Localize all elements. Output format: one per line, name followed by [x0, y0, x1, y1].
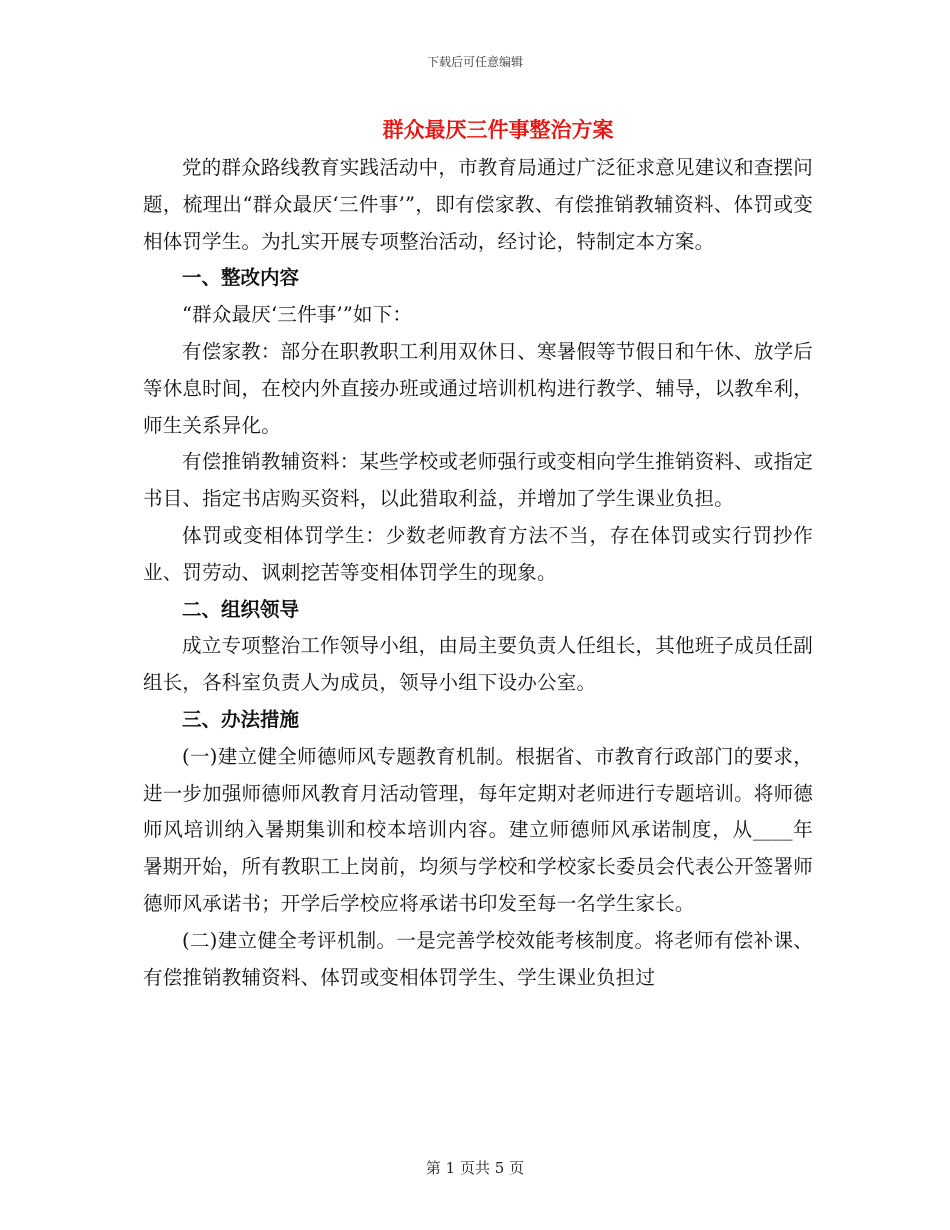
paragraph-paid-tutoring: 有偿家教：部分在职教职工利用双休日、寒暑假等节假日和午休、放学后等休息时间，在校内外直接办班或通过培训机构进行教学、辅导，以教牟利，师生关系异化。	[143, 339, 813, 437]
document-body	[143, 113, 813, 996]
section-heading-2: 二、组织领导	[182, 597, 300, 621]
paragraph-measure-2: (二)建立健全考评机制。一是完善学校效能考核制度。将老师有偿补课、有偿推销教辅资料、体罚或变相体罚学生、学生课业负担过	[143, 928, 813, 989]
intro-paragraph: 党的群众路线教育实践活动中，市教育局通过广泛征求意见建议和查摆问题，梳理出“群众最厌‘三件事’”，即有偿家教、有偿推销教辅资料、体罚或变相体罚学生。为扎实开展专项整治活动，经讨论，特制定本方案。	[143, 156, 813, 253]
paragraph-measure-1: (一)建立健全师德师风专题教育机制。根据省、市教育行政部门的要求，进一步加强师德师风教育月活动管理，每年定期对老师进行专题培训。将师德师风培训纳入暑期集训和校本培训内容。建立师德师风承诺制度，从____年暑期开始，所有教职工上岗前，均须与学校和学校家长委员会代表公开签署师德师风承诺书；开学后学校应将承诺书印发至每一名学生家长。	[143, 744, 813, 915]
section-heading-3: 三、办法措施	[182, 707, 300, 731]
document-title: 群众最厌三件事整治方案	[382, 117, 614, 142]
paragraph-paid-materials: 有偿推销教辅资料：某些学校或老师强行或变相向学生推销资料、或指定书目、指定书店购买资料，以此猎取利益，并增加了学生课业负担。	[143, 450, 813, 511]
page-footer: 第 1 页共 5 页	[425, 1159, 525, 1177]
page-header: 下载后可任意编辑	[426, 55, 523, 69]
paragraph-corporal-punishment: 体罚或变相体罚学生：少数老师教育方法不当，存在体罚或实行罚抄作业、罚劳动、讽刺挖苦等变相体罚学生的现象。	[143, 523, 813, 584]
paragraph-three-things-intro: “群众最厌‘三件事’”如下：	[182, 303, 413, 327]
section-heading-1: 一、整改内容	[182, 266, 300, 290]
paragraph-organization: 成立专项整治工作领导小组，由局主要负责人任组长，其他班子成员任副组长，各科室负责人为成员，领导小组下设办公室。	[143, 634, 813, 695]
